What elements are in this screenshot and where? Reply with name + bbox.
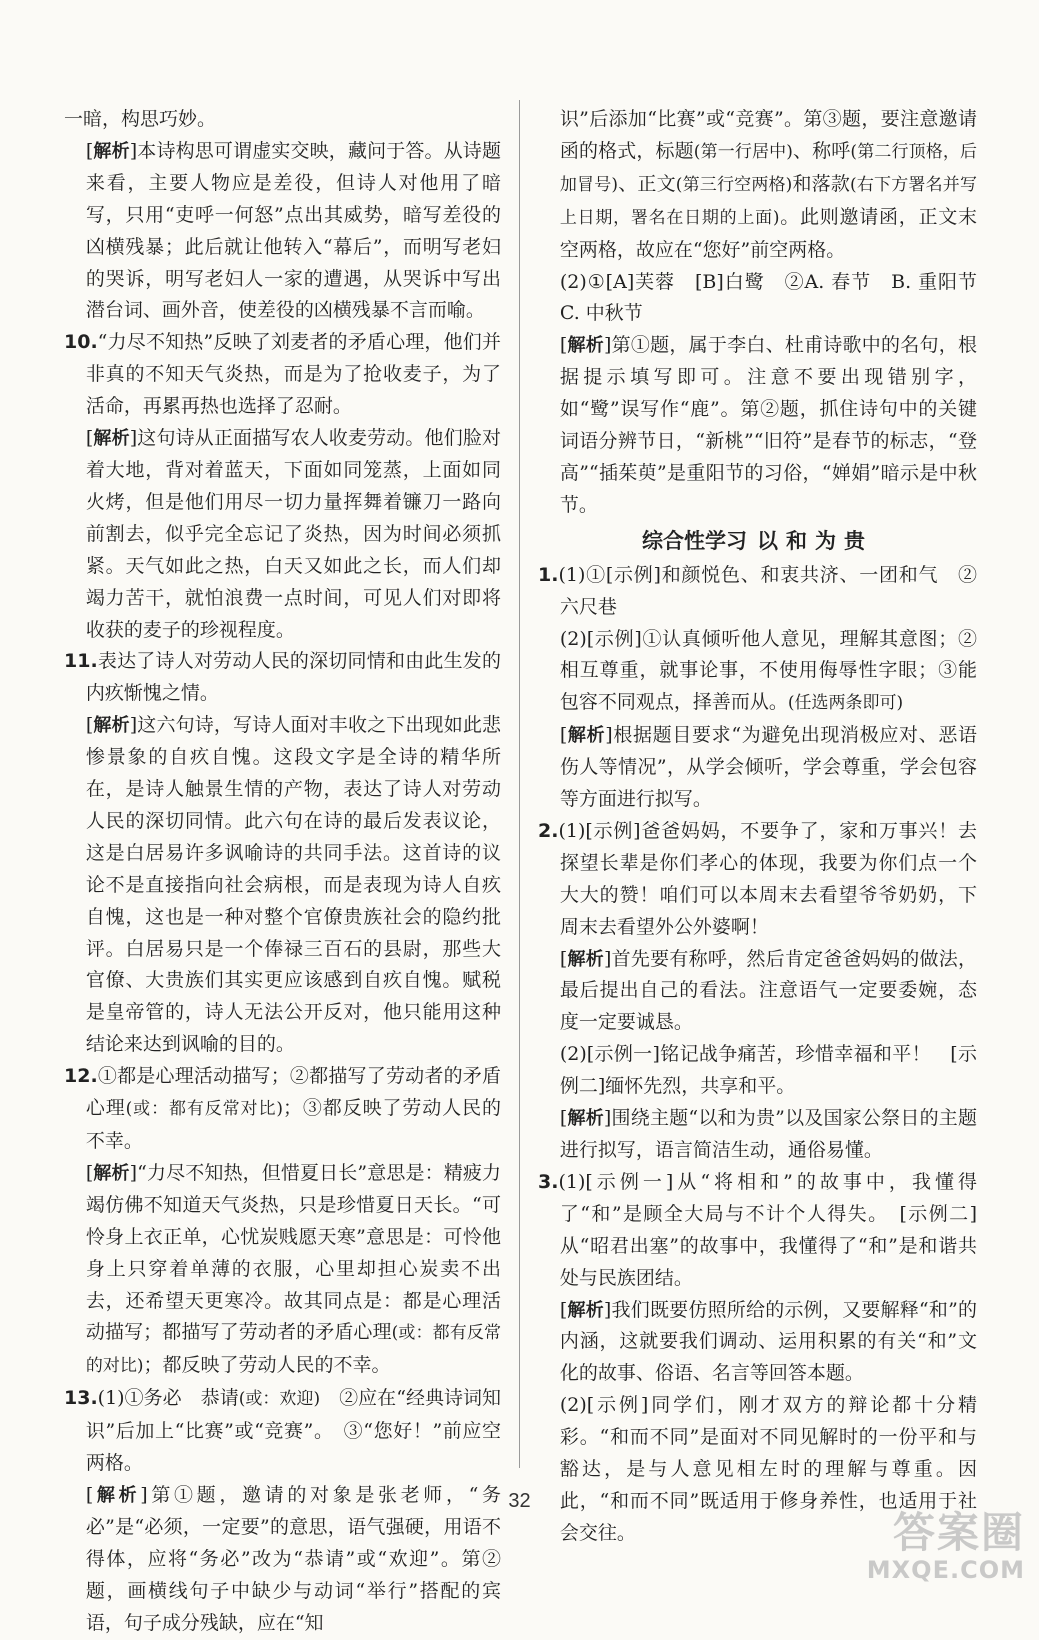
analysis: [解析]本诗构思可谓虚实交映，藏问于答。从诗题来看，主要人物应是差役，但诗人对他用了暗写，只用“吏呼一何怒”点出其威势，暗写差役的凶横残暴；此后就让他转入“幕后”，而明写老妇的哭诉，明写老妇人一家的遭遇，从哭诉中写出潜台词、画外音，使差役的凶横残暴不言而喻。 <box>85 139 501 322</box>
question-11: 11.表达了诗人对劳动人民的深切同情和由此生发的内疚惭愧之情。 <box>64 650 501 705</box>
page-number: 32 <box>508 1490 531 1512</box>
right-column <box>538 104 997 1550</box>
analysis: [解析]“力尽不知热，但惜夏日长”意思是：精疲力竭仿佛不知道天气炎热，只是珍惜夏日天长。“可怜身上衣正单，心忧炭贱愿天寒”意思是：可怜他身上只穿着单薄的衣服，心里却担心炭卖不出去，还希望天更寒冷。故其同点是：都是心理活动描写；都描写了劳动者的矛盾心理(或：都有反常的对比)；都反映了劳动人民的不幸。 <box>85 1161 502 1377</box>
analysis: [解析]第①题，属于李白、杜甫诗歌中的名句，根据提示填写即可。注意不要出现错别字，如“鹭”误写作“鹿”。第②题，抓住诗句中的关键词语分辨节日，“新桃”“旧符”是春节的标志，“登高”“插茱萸”是重阳节的习俗，“婵娟”暗示是中秋节。 <box>559 334 977 516</box>
analysis: [解析]第①题，邀请的对象是张老师，“务必”是“必须，一定要”的意思，语气强硬，用语不得体，应将“务必”改为“恭请”或“欢迎”。第②题，画横线句子中缺少与动词“举行”搭配的宾语，句子成分残缺，应在“知 <box>85 1483 502 1634</box>
watermark-url: MXQE.COM <box>866 1556 1025 1584</box>
answer: (2)[示例]①认真倾听他人意见，理解其意图；②相互尊重，就事论事，不使用侮辱性字眼；③能包容不同观点，择善而从。(任选两条即可) <box>559 627 977 714</box>
analysis: [解析]根据题目要求“为避免出现消极应对、恶语伤人等情况”，从学会倾听，学会尊重，学会包容等方面进行拟写。 <box>559 724 978 811</box>
watermark-logo <box>855 1510 1025 1588</box>
section-question-2: 2.(1)[示例]爸爸妈妈，不要争了，家和万事兴！去探望长辈是你们孝心的体现，我要为你们点一个大大的赞！咱们可以本周末去看望爷爷奶奶，下周末去看望外公外婆啊！ <box>538 819 977 938</box>
question-12: 12.①都是心理活动描写；②都描写了劳动者的矛盾心理(或：都有反常对比)；③都反映了劳动人民的不幸。 <box>64 1065 501 1152</box>
answer: (2)[示例一]铭记战争痛苦，珍惜幸福和平！ [示例二]缅怀先烈，共享和平。 <box>559 1043 977 1098</box>
analysis-continued: 识”后添加“比赛”或“竞赛”。第③题，要注意邀请函的格式，标题(第一行居中)、称呼(第二行顶格，后加冒号)、正文(第三行空两格)和落款(右下方署名并写上日期，署名在日期的上面)。此则邀请函，正文末空两格，故应在“您好”前空两格。 <box>559 108 977 261</box>
answer-13-2: (2)①[A]芙蓉 [B]白鹭 ②A. 春节 B. 重阳节 C. 中秋节 <box>559 270 997 325</box>
analysis: [解析]首先要有称呼，然后肯定爸爸妈妈的做法，最后提出自己的看法。注意语气一定要委婉，态度一定要诚恳。 <box>559 947 977 1034</box>
text-line: 一暗，构思巧妙。 <box>64 108 217 130</box>
analysis: [解析]我们既要仿照所给的示例，又要解释“和”的内涵，这就要我们调动、运用积累的有关“和”文化的故事、俗语、名言等回答本题。 <box>559 1298 977 1385</box>
section-question-3: 3.(1)[示例一]从“将相和”的故事中，我懂得了“和”是顾全大局与不计个人得失。 [示例二]从“昭君出塞”的故事中，我懂得了“和”是和谐共处与民族团结。 <box>538 1170 977 1289</box>
section-title: 综合性学习 以和为贵 <box>642 528 873 553</box>
section-question-1: 1.(1)①[示例]和颜悦色、和衷共济、一团和气 ②六尺巷 <box>538 563 977 618</box>
question-10: 10.“力尽不知热”反映了刘麦者的矛盾心理，他们并非真的不知天气炎热，而是为了抢收麦子，为了活命，再累再热也选择了忍耐。 <box>64 331 501 418</box>
analysis: [解析]围绕主题“以和为贵”以及国家公祭日的主题进行拟写，语言简洁生动，通俗易懂。 <box>559 1107 977 1161</box>
analysis: [解析]这句诗从正面描写农人收麦劳动。他们脸对着大地，背对着蓝天，下面如同笼蒸，上面如同火烤，但是他们用尽一切力量挥舞着镰刀一路向前割去，似乎完全忘记了炎热，因为时间必须抓紧。天气如此之热，白天又如此之长，而人们却竭力苦干，就怕浪费一点时间，可见人们对即将收获的麦子的珍视程度。 <box>85 427 501 641</box>
column-divider <box>519 100 520 1468</box>
left-column <box>64 104 501 1640</box>
watermark-text: 答案圈 <box>892 1508 1025 1557</box>
answer: (2)[示例]同学们，刚才双方的辩论都十分精彩。“和而不同”是面对不同见解时的一份平和与豁达，是与人意见相左时的理解与尊重。因此，“和而不同”既适用于修身养性，也适用于社会交往。 <box>559 1394 977 1544</box>
analysis: [解析]这六句诗，写诗人面对丰收之下出现如此悲惨景象的自疚自愧。这段文字是全诗的精华所在，是诗人触景生情的产物，表达了诗人对劳动人民的深切同情。此六句在诗的最后发表议论，这是白居易许多讽喻诗的共同手法。这首诗的议论不是直接指向社会病根，而是表现为诗人自疚自愧，这也是一种对整个官僚贵族社会的隐约批评。白居易只是一个俸禄三百石的县尉，那些大官僚、大贵族们其实更应该感到自疚自愧。赋税是皇帝管的，诗人无法公开反对，他只能用这种结论来达到讽喻的目的。 <box>85 714 501 1056</box>
question-13: 13.(1)①务必 恭请(或：欢迎) ②应在“经典诗词知识”后加上“比赛”或“竞赛”。 ③“您好！”前应空两格。 <box>64 1387 502 1475</box>
